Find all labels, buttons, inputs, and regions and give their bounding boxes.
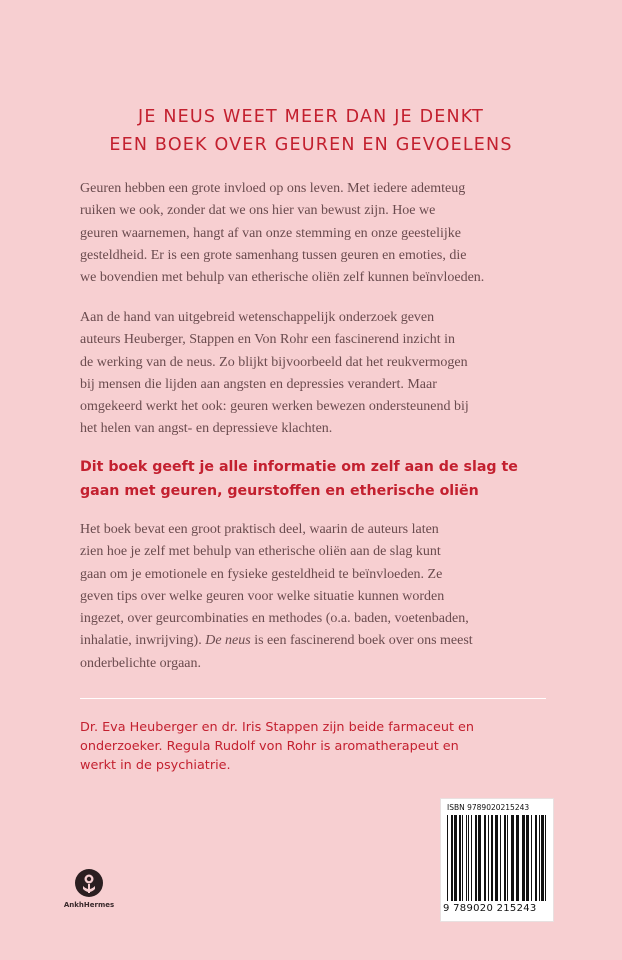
barcode-bar <box>451 815 453 901</box>
barcode-bar <box>511 815 514 901</box>
barcode-bars <box>447 815 547 901</box>
barcode-bar <box>447 815 448 901</box>
text-segment: is een fascinerend boek over ons meest <box>250 633 473 649</box>
text-line: onderbelichte orgaan. <box>80 655 202 671</box>
highlight-line-1: Dit boek geeft je alle informatie om zelf aan de slag te <box>80 459 518 475</box>
bio-line-1: Dr. Eva Heuberger en dr. Iris Stappen zijn beide farmaceut en <box>80 720 475 735</box>
text-line: Aan de hand van uitgebreid wetenschappelijk onderzoek geven <box>80 310 435 325</box>
barcode-bar <box>541 815 544 901</box>
barcode-bar <box>459 815 461 901</box>
paragraph-research <box>80 307 550 441</box>
barcode-bar <box>545 815 546 901</box>
barcode-bar <box>526 815 529 901</box>
barcode-bar <box>535 815 537 901</box>
ankhhermes-logo-icon <box>74 868 104 898</box>
publisher-name: AnkhHermes <box>63 901 115 909</box>
text-line: ingezet, over geurcombinaties en methodes (o.a. baden, voetenbaden, <box>80 611 469 627</box>
barcode-digits: 9 789020 215243 <box>443 903 537 914</box>
barcode-bar <box>522 815 525 901</box>
text-line: geuren waarnemen, hangt af van onze stemming en onze geestelijke <box>80 225 461 241</box>
text-segment: inhalatie, inwrijving). <box>80 633 202 649</box>
barcode-bar <box>478 815 481 901</box>
barcode-bar <box>488 815 489 901</box>
text-line: zien hoe je zelf met behulp van etherische oliën aan de slag kunt <box>80 544 441 560</box>
barcode-bar <box>462 815 463 901</box>
barcode-bar <box>466 815 467 901</box>
divider <box>80 698 546 699</box>
barcode-bar <box>500 815 501 901</box>
highlight-statement <box>80 455 560 503</box>
text-line <box>80 630 550 652</box>
text-line: we bovendien met behulp van etherische oliën zelf kunnen beïnvloeden. <box>80 270 485 286</box>
barcode-bar <box>468 815 469 901</box>
barcode-bar <box>531 815 532 901</box>
bio-line-3: werkt in de psychiatrie. <box>80 758 231 773</box>
barcode-bar <box>516 815 519 901</box>
book-title-italic: De neus <box>205 633 251 649</box>
barcode-bar <box>504 815 506 901</box>
text-line: Het boek bevat een groot praktisch deel, waarin de auteurs laten <box>80 522 439 537</box>
barcode-bar <box>475 815 477 901</box>
barcode-bar <box>495 815 498 901</box>
barcode-bar <box>539 815 540 901</box>
barcode-bar <box>471 815 472 901</box>
bio-line-2: onderzoeker. Regula Rudolf von Rohr is aromatherapeut en <box>80 739 459 754</box>
text-line: bij mensen die lijden aan angsten en depressies verandert. Maar <box>80 376 437 392</box>
text-line: ruiken we ook, zonder dat we ons hier van bewust zijn. Hoe we <box>80 203 436 219</box>
text-line: geven tips over welke geuren voor welke situatie kunnen worden <box>80 588 445 604</box>
headline-line-2: EEN BOEK OVER GEUREN EN GEVOELENS <box>109 135 513 155</box>
text-line: gesteldheid. Er is een grote samenhang tussen geuren en emoties, die <box>80 247 467 263</box>
headline <box>0 103 622 159</box>
headline-line-1: JE NEUS WEET MEER DAN JE DENKT <box>137 107 485 127</box>
barcode-bar <box>491 815 493 901</box>
author-bio <box>80 718 550 775</box>
barcode <box>440 798 554 922</box>
paragraph-intro <box>80 178 550 289</box>
paragraph-practical <box>80 519 550 675</box>
barcode-bar <box>507 815 508 901</box>
highlight-line-2: gaan met geuren, geurstoffen en etherische oliën <box>80 483 479 499</box>
text-line: het helen van angst- en depressieve klachten. <box>80 421 333 437</box>
barcode-bar <box>454 815 457 901</box>
barcode-bar <box>484 815 486 901</box>
publisher-logo <box>54 868 124 909</box>
text-line: gaan om je emotionele en fysieke gesteldheid te beïnvloeden. Ze <box>80 566 443 582</box>
text-line: de werking van de neus. Zo blijkt bijvoorbeeld dat het reukvermogen <box>80 354 468 370</box>
text-line: Geuren hebben een grote invloed op ons leven. Met iedere ademteug <box>80 181 466 196</box>
text-line: omgekeerd werkt het ook: geuren werken bewezen ondersteunend bij <box>80 399 469 415</box>
text-line: auteurs Heuberger, Stappen en Von Rohr een fascinerend inzicht in <box>80 332 455 348</box>
isbn-label: ISBN 9789020215243 <box>447 803 530 812</box>
